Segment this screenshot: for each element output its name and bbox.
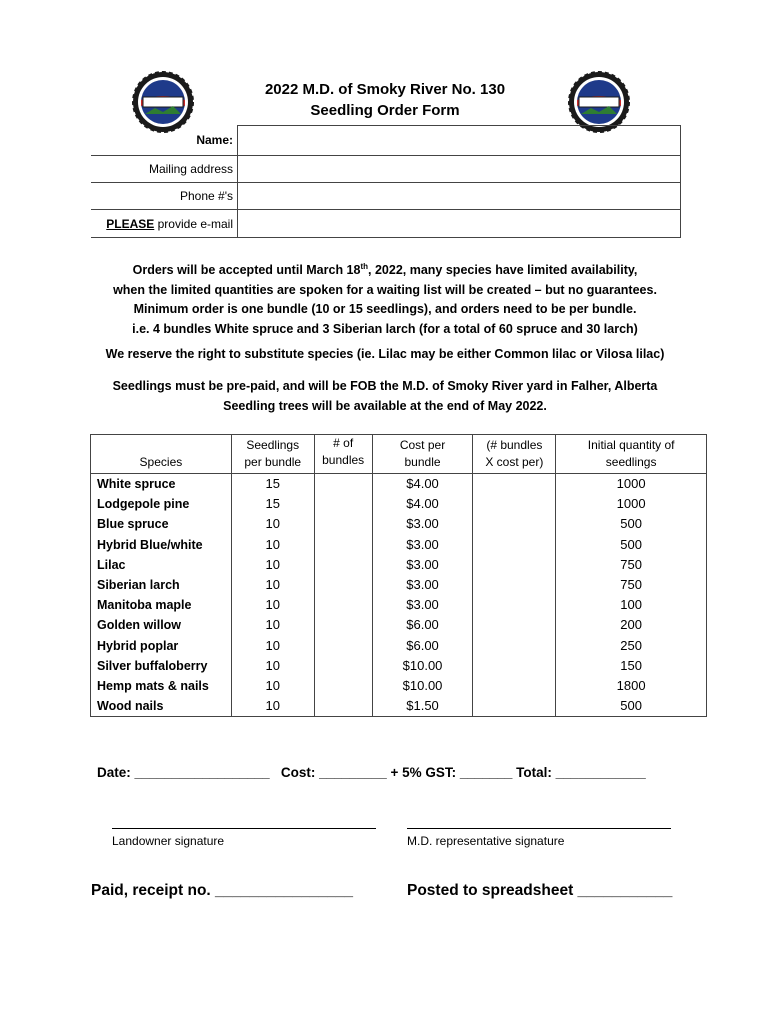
substitution-notice: We reserve the right to substitute species (ie. Lilac may be either Common lilac or Vilosa lilac) — [105, 347, 665, 361]
species-cell: Lilac — [91, 555, 232, 575]
prepaid-notice — [60, 377, 710, 416]
cost-cell: $6.00 — [372, 615, 473, 635]
table-row — [91, 615, 707, 635]
seedling-order-table — [90, 434, 707, 717]
per-bundle-cell: 10 — [231, 676, 314, 696]
posted-spreadsheet-line[interactable]: Posted to spreadsheet ___________ — [407, 882, 673, 899]
bundles-input-cell[interactable] — [314, 615, 372, 635]
cost-cell: $3.00 — [372, 595, 473, 615]
species-cell: Hemp mats & nails — [91, 676, 232, 696]
table-row — [91, 656, 707, 676]
species-cell: White spruce — [91, 474, 232, 495]
initial-quantity-cell: 100 — [556, 595, 707, 615]
line-total-cell[interactable] — [473, 676, 556, 696]
mailing-address-field[interactable] — [238, 156, 681, 183]
email-label-emphasis: PLEASE — [106, 216, 155, 231]
bundles-input-cell[interactable] — [314, 595, 372, 615]
line-total-cell[interactable] — [473, 494, 556, 514]
initial-quantity-cell: 500 — [556, 696, 707, 717]
initial-quantity-cell: 1000 — [556, 474, 707, 495]
per-bundle-cell: 10 — [231, 514, 314, 534]
bundles-input-cell[interactable] — [314, 696, 372, 717]
per-bundle-cell: 10 — [231, 615, 314, 635]
landowner-signature-line[interactable] — [112, 828, 376, 829]
header-bundles: # of bundles — [314, 435, 372, 474]
initial-quantity-cell: 200 — [556, 615, 707, 635]
contact-row-name — [91, 126, 681, 156]
species-cell: Siberian larch — [91, 575, 232, 595]
initial-quantity-cell: 150 — [556, 656, 707, 676]
per-bundle-cell: 10 — [231, 555, 314, 575]
table-row — [91, 636, 707, 656]
species-cell: Hybrid poplar — [91, 636, 232, 656]
contact-row-phone — [91, 183, 681, 210]
table-row — [91, 555, 707, 575]
info-line-3: Minimum order is one bundle (10 or 15 seedlings), and orders need to be per bundle. — [133, 302, 637, 317]
bundles-input-cell[interactable] — [314, 575, 372, 595]
header-cost: Cost per bundle — [372, 435, 473, 474]
initial-quantity-cell: 1000 — [556, 494, 707, 514]
name-field[interactable] — [238, 126, 681, 156]
contact-row-email — [91, 210, 681, 238]
cost-cell: $3.00 — [372, 555, 473, 575]
prepaid-line-2: Seedling trees will be available at the end of May 2022. — [223, 398, 547, 413]
cost-cell: $1.50 — [372, 696, 473, 717]
cost-cell: $10.00 — [372, 656, 473, 676]
table-row — [91, 595, 707, 615]
table-row — [91, 676, 707, 696]
email-label — [91, 210, 238, 238]
line-total-cell[interactable] — [473, 595, 556, 615]
cost-cell: $3.00 — [372, 575, 473, 595]
info-line-4: i.e. 4 bundles White spruce and 3 Siberian larch (for a total of 60 spruce and 30 larch) — [132, 321, 638, 336]
email-label-text: provide e-mail — [154, 216, 233, 231]
bundles-input-cell[interactable] — [314, 676, 372, 696]
contact-row-mailing — [91, 156, 681, 183]
bundles-input-cell[interactable] — [314, 636, 372, 656]
line-total-cell[interactable] — [473, 555, 556, 575]
table-row — [91, 696, 707, 717]
representative-signature-label: M.D. representative signature — [407, 834, 565, 848]
per-bundle-cell: 10 — [231, 595, 314, 615]
header-species: Species — [91, 435, 232, 474]
bundles-input-cell[interactable] — [314, 494, 372, 514]
cost-cell: $4.00 — [372, 494, 473, 514]
initial-quantity-cell: 1800 — [556, 676, 707, 696]
species-cell: Golden willow — [91, 615, 232, 635]
table-row — [91, 474, 707, 495]
line-total-cell[interactable] — [473, 696, 556, 717]
species-cell: Silver buffaloberry — [91, 656, 232, 676]
per-bundle-cell: 10 — [231, 636, 314, 656]
initial-quantity-cell: 500 — [556, 535, 707, 555]
line-total-cell[interactable] — [473, 514, 556, 534]
representative-signature-line[interactable] — [407, 828, 671, 829]
date-cost-total-line[interactable]: Date: __________________ Cost: _________ + 5% GST: _______ Total: ____________ — [97, 765, 646, 780]
table-row — [91, 494, 707, 514]
table-row — [91, 514, 707, 534]
cost-cell: $3.00 — [372, 514, 473, 534]
landowner-signature-label: Landowner signature — [112, 834, 225, 848]
bundles-input-cell[interactable] — [314, 656, 372, 676]
line-total-cell[interactable] — [473, 615, 556, 635]
cost-cell: $6.00 — [372, 636, 473, 656]
phone-label: Phone #'s — [91, 183, 238, 210]
initial-quantity-cell: 750 — [556, 555, 707, 575]
paid-receipt-line[interactable]: Paid, receipt no. ________________ — [91, 882, 353, 899]
species-cell: Manitoba maple — [91, 595, 232, 615]
initial-quantity-cell: 250 — [556, 636, 707, 656]
per-bundle-cell: 15 — [231, 474, 314, 495]
species-cell: Blue spruce — [91, 514, 232, 534]
species-cell: Wood nails — [91, 696, 232, 717]
info-line-2: when the limited quantities are spoken for a waiting list will be created – but no guarantees. — [113, 282, 657, 297]
cost-cell: $4.00 — [372, 474, 473, 495]
line-total-cell[interactable] — [473, 636, 556, 656]
bundles-input-cell[interactable] — [314, 535, 372, 555]
mailing-address-label: Mailing address — [91, 156, 238, 183]
bundles-input-cell[interactable] — [314, 474, 372, 495]
phone-field[interactable] — [238, 183, 681, 210]
email-field[interactable] — [238, 210, 681, 238]
table-header-row — [91, 435, 707, 474]
per-bundle-cell: 15 — [231, 494, 314, 514]
line-total-cell[interactable] — [473, 656, 556, 676]
line-total-cell[interactable] — [473, 474, 556, 495]
name-label: Name: — [91, 126, 238, 156]
initial-quantity-cell: 750 — [556, 575, 707, 595]
per-bundle-cell: 10 — [231, 696, 314, 717]
table-row — [91, 575, 707, 595]
prepaid-line-1: Seedlings must be pre-paid, and will be FOB the M.D. of Smoky River yard in Falher, Alberta — [112, 379, 658, 393]
header-per-bundle: Seedlings per bundle — [231, 435, 314, 474]
order-deadline-info — [60, 257, 710, 339]
header-total: (# bundles X cost per) — [473, 435, 556, 474]
bundles-input-cell[interactable] — [314, 514, 372, 534]
initial-quantity-cell: 500 — [556, 514, 707, 534]
species-cell: Hybrid Blue/white — [91, 535, 232, 555]
table-row — [91, 535, 707, 555]
contact-info-table — [91, 125, 681, 238]
per-bundle-cell: 10 — [231, 656, 314, 676]
per-bundle-cell: 10 — [231, 535, 314, 555]
per-bundle-cell: 10 — [231, 575, 314, 595]
line-total-cell[interactable] — [473, 535, 556, 555]
cost-cell: $10.00 — [372, 676, 473, 696]
species-cell: Lodgepole pine — [91, 494, 232, 514]
header-initial-quantity: Initial quantity of seedlings — [556, 435, 707, 474]
form-subtitle: Seedling Order Form — [310, 102, 460, 119]
bundles-input-cell[interactable] — [314, 555, 372, 575]
info-line-1: Orders will be accepted until March 18th, 2022, many species have limited availability, — [132, 262, 638, 278]
cost-cell: $3.00 — [372, 535, 473, 555]
line-total-cell[interactable] — [473, 575, 556, 595]
form-title: 2022 M.D. of Smoky River No. 130 — [264, 81, 506, 98]
